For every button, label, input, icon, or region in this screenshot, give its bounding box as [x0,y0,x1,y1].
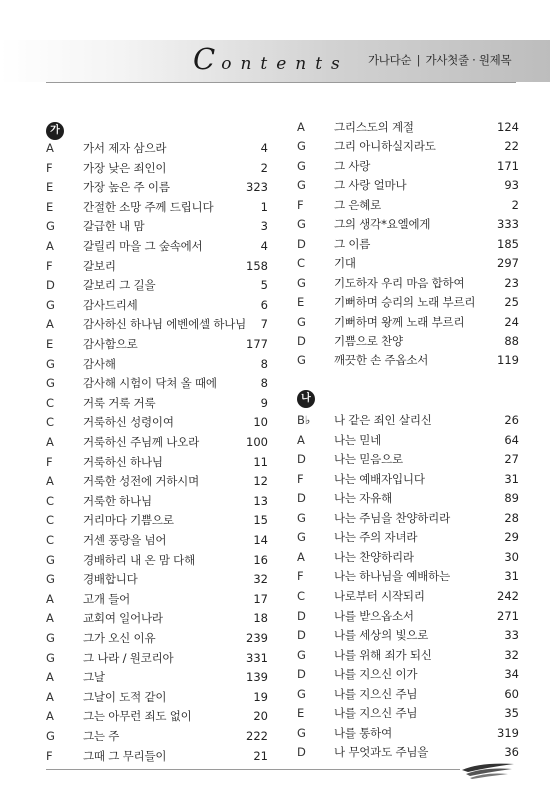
song-title: 감사드리세 [83,297,138,312]
header-subtitle [368,50,511,70]
subtitle-left: 가나다순 [368,53,412,67]
index-entry [46,393,268,413]
song-title: 나로부터 시작되리 [334,588,425,603]
song-key: A [46,591,54,606]
song-key: G [297,314,306,329]
index-entry [46,197,268,217]
song-title: 그날 [83,670,105,685]
song-title: 거룩 거룩 거룩 [83,395,156,410]
song-key: G [46,631,55,645]
page-number: 21 [253,748,268,763]
page-number: 271 [497,608,519,623]
footer-rule [46,769,460,770]
song-key: G [46,219,55,234]
song-title: 나를 지으신 주님 [334,686,418,701]
index-entry [46,608,268,628]
index-entry [46,236,268,256]
page-number: 60 [504,686,519,701]
song-key: A [46,689,54,704]
song-key: A [46,670,54,685]
page-number: 9 [260,395,268,410]
page-number: 30 [504,549,519,564]
song-title: 나는 믿네 [334,432,382,447]
song-title: 나를 지으신 이가 [334,667,418,682]
song-title: 갈릴리 마을 그 숲속에서 [83,239,203,253]
index-entry [46,530,268,550]
page-number: 10 [253,415,268,430]
song-title: 그리스도의 계절 [334,120,414,134]
song-key: G [297,530,306,545]
song-title: 기도하자 우리 마음 합하여 [334,275,465,290]
song-key: C [297,588,306,603]
page-number: 24 [504,314,519,329]
page-number: 239 [246,631,268,645]
song-key: A [297,432,305,447]
index-entry [46,648,268,668]
song-key: F [297,569,304,584]
song-key: D [297,452,306,467]
page-number: 12 [253,474,268,489]
page-number: 4 [260,239,268,253]
page-number: 158 [246,258,268,273]
song-title: 그가 오신 이유 [83,631,156,645]
song-title: 나를 세상의 빛으로 [334,628,429,643]
index-entry [297,547,519,567]
page-number: 177 [246,337,268,351]
section-badge-ga: 가 [46,122,64,140]
index-entry [297,703,519,723]
song-key: G [297,178,306,193]
index-entry [297,234,519,254]
index-entry [46,746,268,766]
index-entry [46,471,268,491]
song-title: 그리 아니하실지라도 [334,139,436,154]
page-number: 242 [497,588,519,603]
page-number: 7 [260,317,268,332]
song-title: 그의 생각*요엘에게 [334,217,431,232]
song-title: 나는 주의 자녀라 [334,530,418,545]
index-entry [297,273,519,293]
song-title: 나를 받으옵소서 [334,608,414,623]
song-title: 나를 지으신 주님 [334,706,418,721]
song-key: G [46,356,55,371]
page-number: 89 [504,491,519,506]
song-key: G [297,647,306,662]
song-title: 거센 풍랑을 넘어 [83,533,167,547]
song-title: 갈보리 [83,258,116,273]
page-number: 29 [504,530,519,545]
song-title: 나를 통하여 [334,725,392,740]
index-entry [297,527,519,547]
index-entry [46,216,268,236]
page-number: 2 [511,197,519,212]
contents-title [193,42,349,76]
page-number: 14 [253,533,268,547]
page-number: 323 [246,180,268,195]
index-entry [297,645,519,665]
index-entry [46,706,268,726]
index-entry [297,488,519,508]
song-title: 갈급한 내 맘 [83,219,145,234]
song-title: 감사해 [83,356,116,371]
song-key: G [297,275,306,290]
song-key: C [46,513,55,528]
song-title: 기쁨으로 찬양 [334,333,403,348]
page-number: 185 [497,236,519,251]
page-number: 222 [246,729,268,743]
song-key: G [46,729,55,743]
page-number: 4 [260,141,268,155]
page-number: 93 [504,178,519,193]
page-number: 8 [260,356,268,371]
song-title: 나는 자유해 [334,491,392,506]
song-title: 그날이 도적 같이 [83,689,167,704]
index-entry [46,569,268,589]
song-key: G [46,297,55,312]
song-key: C [46,415,55,430]
song-key: F [46,748,53,763]
page-number: 2 [260,160,268,175]
index-entry [297,430,519,450]
page-number: 88 [504,333,519,348]
song-key: A [46,141,54,155]
page-number: 35 [504,706,519,721]
song-title: 거룩하신 성령이여 [83,415,174,430]
song-title: 간절한 소망 주께 드립니다 [83,199,214,214]
song-title: 그는 아무런 죄도 없이 [83,709,192,724]
song-title: 거룩하신 하나님 [83,454,163,469]
page-number: 18 [253,611,268,626]
index-entry [297,253,519,273]
song-key: A [46,239,54,253]
index-entry [46,295,268,315]
index-entry [46,177,268,197]
page-number: 31 [504,471,519,486]
song-key: D [297,628,306,643]
page-number: 124 [497,120,519,134]
page-number: 1 [260,199,268,214]
page-number: 15 [253,513,268,528]
index-entry [297,664,519,684]
index-entry [46,550,268,570]
page-number: 25 [504,295,519,310]
index-entry [46,158,268,178]
index-entry [46,314,268,334]
index-entry [297,606,519,626]
index-entry [297,469,519,489]
song-key: E [46,337,54,351]
song-title: 가장 높은 주 이름 [83,180,170,195]
song-title: 교회여 일어나라 [83,611,163,626]
page-number: 5 [260,278,268,293]
song-key: A [46,435,54,449]
song-title: 나 같은 죄인 살리신 [334,413,432,427]
song-key: D [297,236,306,251]
index-entry [46,334,268,354]
index-entry [46,452,268,472]
song-key: G [46,650,55,665]
song-key: D [46,278,55,293]
song-key: F [297,197,304,212]
song-key: G [297,686,306,701]
song-title: 감사해 시험이 닥쳐 올 때에 [83,376,217,391]
song-key: C [46,395,55,410]
song-key: E [46,180,54,195]
page-number: 319 [497,725,519,740]
page-number: 331 [246,650,268,665]
page-number: 32 [253,572,268,587]
index-entry [297,292,519,312]
song-key: A [46,317,54,332]
page-number: 139 [246,670,268,685]
song-title: 나를 위해 죄가 되신 [334,647,432,662]
index-entry [297,214,519,234]
song-key: D [297,491,306,506]
index-entry [46,432,268,452]
song-key: F [46,160,53,175]
page-number: 17 [253,591,268,606]
page-number: 36 [504,745,519,760]
index-entry [46,667,268,687]
page-number: 32 [504,647,519,662]
song-title: 기뻐하며 승리의 노래 부르리 [334,295,476,310]
song-title: 감사함으로 [83,337,138,351]
page-number: 26 [504,413,519,427]
section-badge-na: 나 [297,390,315,408]
song-title: 나는 믿음으로 [334,452,403,467]
index-entry [46,687,268,707]
page-number: 34 [504,667,519,682]
index-entry [46,354,268,374]
song-key: G [297,158,306,173]
index-entry [297,156,519,176]
page-number: 64 [504,432,519,447]
page-number: 23 [504,275,519,290]
song-key: D [297,608,306,623]
song-title: 거룩한 하나님 [83,493,152,508]
page-number: 27 [504,452,519,467]
contents-initial: C [193,42,222,76]
index-entry [46,628,268,648]
song-title: 그는 주 [83,729,120,743]
page-number: 171 [497,158,519,173]
song-key: C [46,533,55,547]
index-entry [46,726,268,746]
page-number: 8 [260,376,268,391]
index-entry [297,449,519,469]
song-key: G [297,725,306,740]
song-title: 깨끗한 손 주옵소서 [334,353,429,368]
song-key: G [46,572,55,587]
index-entry [46,275,268,295]
song-key: F [297,471,304,486]
song-key: A [46,709,54,724]
index-entry [46,412,268,432]
song-title: 그 이름 [334,236,371,251]
song-key: A [297,549,305,564]
index-entry [297,331,519,351]
song-title: 기뻐하며 왕께 노래 부르리 [334,314,465,329]
song-key: G [297,353,306,368]
song-title: 갈보리 그 길을 [83,278,156,293]
index-entry [297,312,519,332]
index-entry [46,510,268,530]
index-entry [46,138,268,158]
index-entry [297,410,519,430]
song-title: 거룩한 성전에 거하시며 [83,474,199,489]
song-title: 나는 하나님을 예배하는 [334,569,450,584]
subtitle-right: 가사첫줄 · 원제목 [425,53,512,67]
song-key: F [46,454,53,469]
song-key: D [297,667,306,682]
song-key: E [297,295,305,310]
index-entry [297,195,519,215]
index-entry [297,175,519,195]
song-key: G [297,139,306,154]
song-key: A [297,120,305,134]
song-title: 그 사랑 얼마나 [334,178,407,193]
contents-rest: ontents [221,54,349,74]
index-entry [46,589,268,609]
song-key: E [297,706,305,721]
index-entry [297,723,519,743]
index-entry [46,373,268,393]
song-title: 나는 주님을 찬양하리라 [334,510,450,525]
feather-ornament-icon [460,758,516,780]
page-number: 22 [504,139,519,154]
page-number: 119 [497,353,519,368]
song-key: G [46,376,55,391]
song-title: 가장 낮은 죄인이 [83,160,167,175]
index-entry [297,684,519,704]
song-key: A [46,611,54,626]
song-key: G [46,552,55,567]
page-number: 19 [253,689,268,704]
index-entry [297,566,519,586]
song-title: 그 나라 / 원코리아 [83,650,174,665]
page-number: 297 [497,256,519,271]
page-number: 28 [504,510,519,525]
song-title: 거리마다 기쁨으로 [83,513,174,528]
page-number: 13 [253,493,268,508]
song-title: 거룩하신 주님께 나오라 [83,435,199,449]
index-entry [297,586,519,606]
index-entry [297,625,519,645]
index-entry [46,256,268,276]
song-key: A [46,474,54,489]
page-number: 31 [504,569,519,584]
song-key: F [46,258,53,273]
song-title: 나는 찬양하리라 [334,549,414,564]
index-entry [297,117,519,137]
song-key: C [297,256,306,271]
subtitle-separator: | [416,53,421,67]
page-number: 20 [253,709,268,724]
song-title: 나는 예배자입니다 [334,471,425,486]
page-number: 6 [260,297,268,312]
index-entry [297,350,519,370]
song-title: 경배하리 내 온 맘 다해 [83,552,196,567]
page-number: 333 [497,217,519,232]
song-key: D [297,745,306,760]
song-key: B♭ [297,413,311,427]
song-title: 감사하신 하나님 에벤에셀 하나님 [83,317,247,332]
index-entry [297,508,519,528]
song-key: G [297,217,306,232]
song-title: 나 무엇과도 주님을 [334,745,429,760]
index-entry [297,136,519,156]
index-entry [46,491,268,511]
song-key: E [46,199,54,214]
song-title: 그 사랑 [334,158,371,173]
page-number: 11 [253,454,268,469]
song-title: 그때 그 무리들이 [83,748,167,763]
header-rule [46,82,516,83]
page-number: 33 [504,628,519,643]
page-number: 100 [246,435,268,449]
song-key: D [297,333,306,348]
song-title: 고개 들어 [83,591,131,606]
song-title: 가서 제자 삼으라 [83,141,167,155]
song-title: 그 은혜로 [334,197,382,212]
song-title: 기대 [334,256,356,271]
song-key: G [297,510,306,525]
page-number: 3 [260,219,268,234]
song-title: 경배합니다 [83,572,138,587]
page-number: 16 [253,552,268,567]
song-key: C [46,493,55,508]
